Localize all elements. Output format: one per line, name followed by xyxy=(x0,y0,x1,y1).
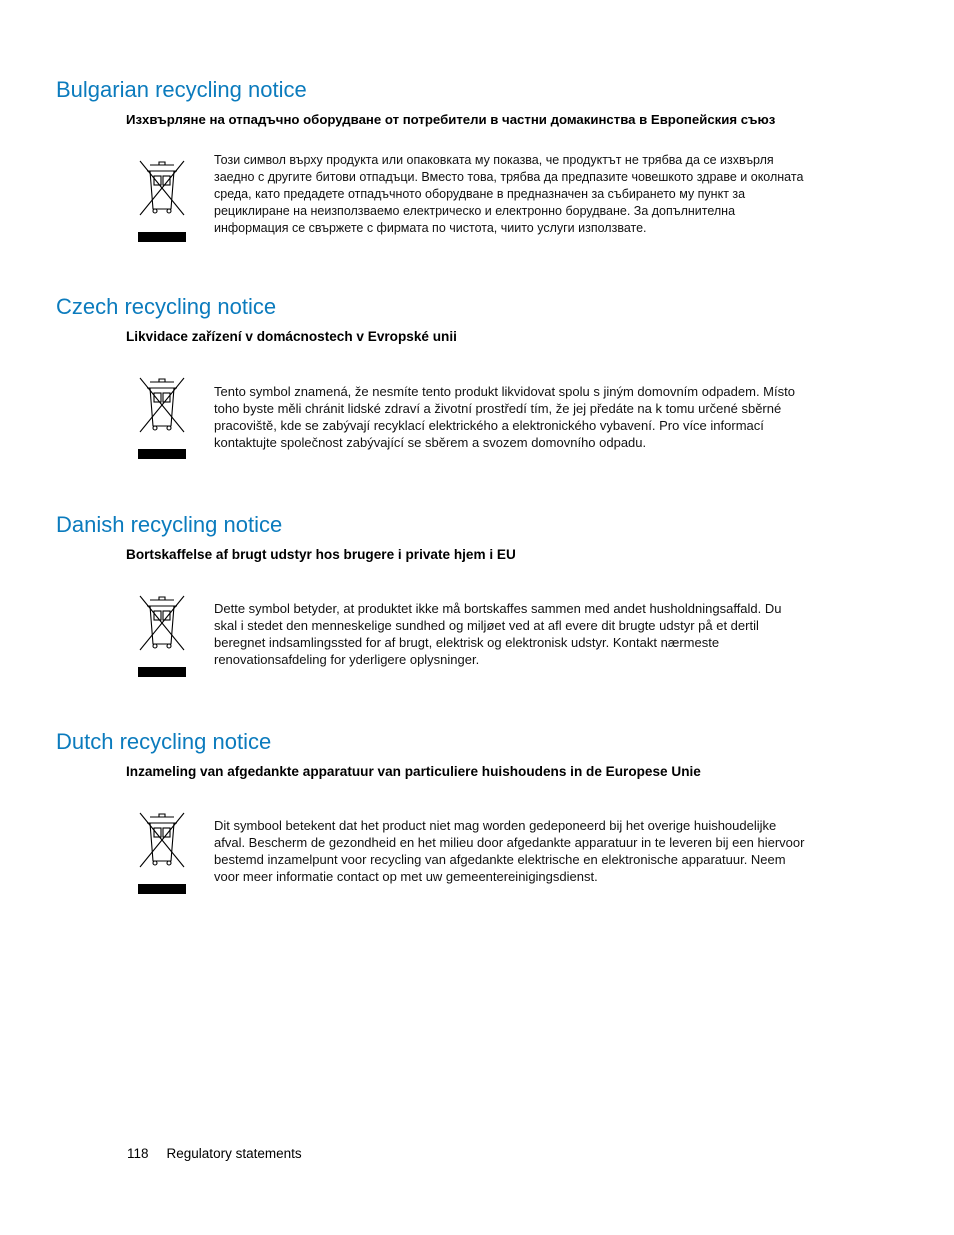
section-dutch xyxy=(0,729,954,929)
section-title: Czech recycling notice xyxy=(56,294,277,319)
notice-body: Tento symbol znamená, že nesmíte tento produkt likvidovat spolu s jiným domovním odpadem. Místo toho byste měli chránit lidské zdraví a životní prostředí tím, že jej předáte na k tomu určené sběrné pracoviště, kde se zabývají recyklací elektrického a elektronického vybavení. Pro více informací kontaktujte společnost zabývající se sběrem a svozem domovního odpadu. xyxy=(214,384,795,450)
section-subtitle: Изхвърляне на отпадъчно оборудване от потребители в частни домакинства в Европейския съюз xyxy=(126,112,776,127)
weee-bar xyxy=(138,449,186,459)
section-title: Bulgarian recycling notice xyxy=(56,77,307,102)
weee-bar xyxy=(138,667,186,677)
footer-section-name: Regulatory statements xyxy=(166,1146,302,1161)
section-czech xyxy=(0,294,954,494)
section-bulgarian xyxy=(0,77,954,277)
weee-crossed-bin-icon xyxy=(138,594,186,674)
page-footer xyxy=(127,1145,302,1163)
weee-crossed-bin-icon xyxy=(138,811,186,891)
page-number: 118 xyxy=(127,1146,149,1161)
weee-bar xyxy=(138,884,186,894)
weee-crossed-bin-icon xyxy=(138,159,186,239)
section-title: Danish recycling notice xyxy=(56,512,283,537)
weee-bar xyxy=(138,232,186,242)
weee-crossed-bin-icon xyxy=(138,376,186,456)
section-subtitle: Likvidace zařízení v domácnostech v Evropské unii xyxy=(126,329,457,344)
section-subtitle: Inzameling van afgedankte apparatuur van particuliere huishoudens in de Europese Unie xyxy=(126,764,701,779)
section-title: Dutch recycling notice xyxy=(56,729,272,754)
notice-body: Този символ върху продукта или опаковката му показва, че продуктът не трябва да се изхвърля заедно с другите битови отпадъци. Вместо това, трябва да предпазите човешкото здраве и околната среда, като предадете отпадъчното оборудване в предназначен за събирането му пункт за рециклиране на неизползваемо електрическо и електронно борудване. За допълнителна информация се свържете с фирмата по чистота, чиито услуги използвате. xyxy=(214,153,804,235)
section-subtitle: Bortskaffelse af brugt udstyr hos brugere i private hjem i EU xyxy=(126,547,516,562)
notice-body: Dit symbool betekent dat het product niet mag worden gedeponeerd bij het overige huishoudelijke afval. Bescherm de gezondheid en het milieu door afgedankte apparatuur in te leveren bij een hiervoor bestemd inzamelpunt voor recycling van afgedankte elektrische en elektronische apparatuur. Neem voor meer informatie contact op met uw gemeentereinigingsdienst. xyxy=(214,818,805,884)
notice-body: Dette symbol betyder, at produktet ikke må bortskaffes sammen med andet husholdningsaffald. Du skal i stedet den menneskelige sundhed og miljøet ved at afl evere dit brugte udstyr på et dertil beregnet indsamlingssted for af brugt, elektrisk og elektronisk udstyr. Kontakt nærmeste renovationsafdeling for yderligere oplysninger. xyxy=(214,601,782,667)
section-danish xyxy=(0,512,954,712)
